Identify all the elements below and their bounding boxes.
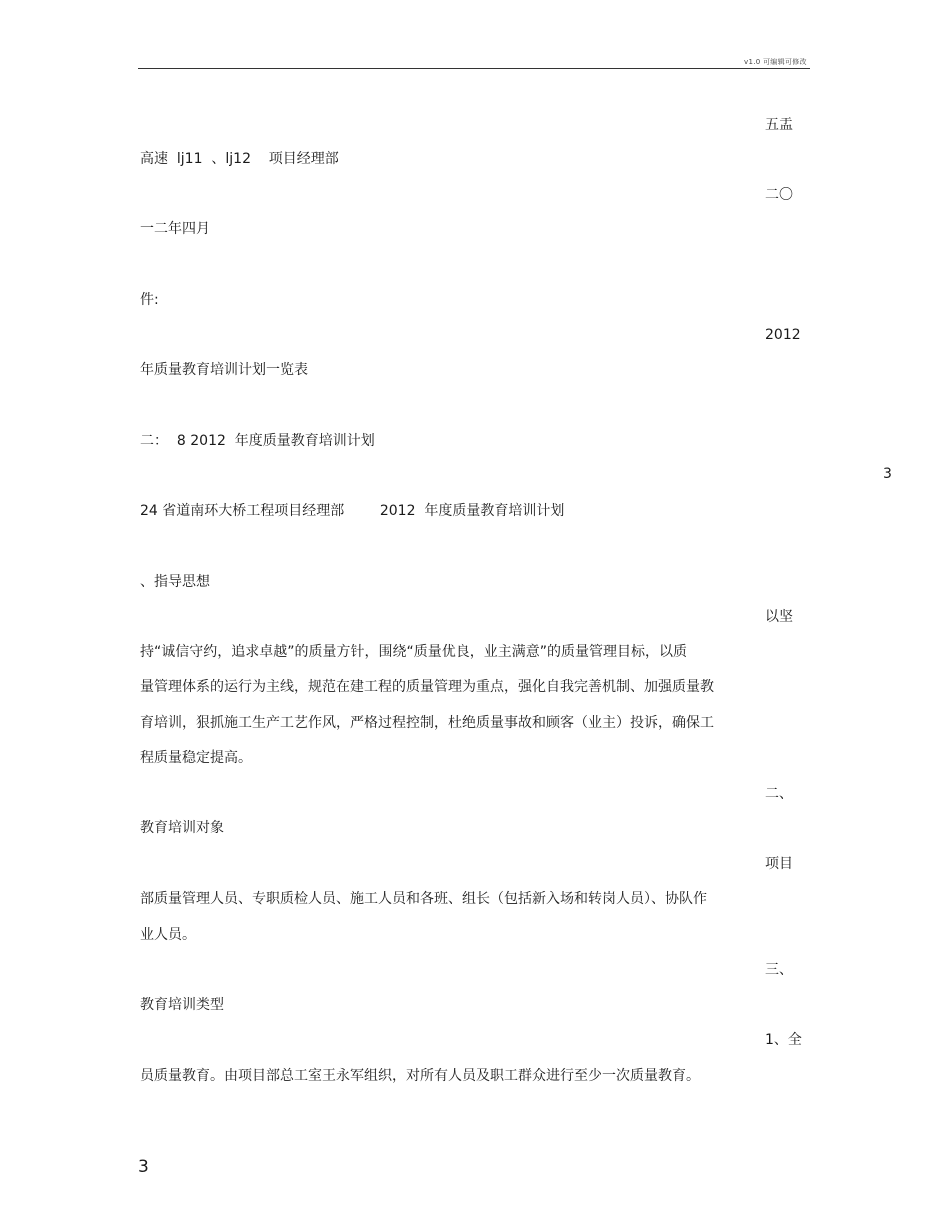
text-line: 一二年四月 bbox=[140, 221, 210, 237]
text-line: 件: bbox=[140, 292, 159, 308]
text-line: 二： 8 2012 年度质量教育培训计划 bbox=[140, 433, 375, 449]
text-line: 三、 bbox=[765, 962, 793, 978]
paragraph-line: 部质量管理人员、专职质检人员、施工人员和各班、组长（包括新入场和转岗人员）、协队作 bbox=[140, 891, 707, 907]
text-line: 项目 bbox=[765, 856, 793, 872]
section-heading: 教育培训对象 bbox=[140, 820, 224, 836]
text-line: 年质量教育培训计划一览表 bbox=[140, 362, 308, 378]
paragraph-line: 程质量稳定提高。 bbox=[140, 750, 252, 766]
text-line: 五盂 bbox=[765, 117, 793, 133]
page-number: 3 bbox=[138, 1157, 149, 1177]
paragraph-line: 量管理体系的运行为主线，规范在建工程的质量管理为重点，强化自我完善机制、加强质量教 bbox=[140, 679, 714, 695]
text-line: 1、全 bbox=[765, 1032, 802, 1048]
paragraph-line: 员质量教育。由项目部总工室王永军组织，对所有人员及职工群众进行至少一次质量教育。 bbox=[140, 1068, 700, 1084]
paragraph-line: 育培训，狠抓施工生产工艺作风，严格过程控制，杜绝质量事故和顾客（业主）投诉，确保工 bbox=[140, 715, 714, 731]
text-line: 2012 bbox=[765, 327, 801, 343]
text-line: 二〇 bbox=[765, 187, 793, 203]
text-line: 以坚 bbox=[765, 609, 793, 625]
section-heading: 、指导思想 bbox=[140, 574, 210, 590]
side-number: 3 bbox=[883, 466, 892, 482]
header-version-label: v1.0 可编辑可修改 bbox=[744, 58, 807, 66]
text-line: 24 省道南环大桥工程项目经理部 2012 年度质量教育培训计划 bbox=[140, 503, 565, 519]
header-rule bbox=[138, 68, 810, 69]
text-line: 高速 lj11 、lj12 项目经理部 bbox=[140, 151, 339, 167]
paragraph-line: 业人员。 bbox=[140, 927, 196, 943]
text-line: 二、 bbox=[765, 786, 793, 802]
section-heading: 教育培训类型 bbox=[140, 997, 224, 1013]
paragraph-line: 持“诚信守约，追求卓越”的质量方针，围绕“质量优良，业主满意”的质量管理目标，以质 bbox=[140, 644, 688, 660]
